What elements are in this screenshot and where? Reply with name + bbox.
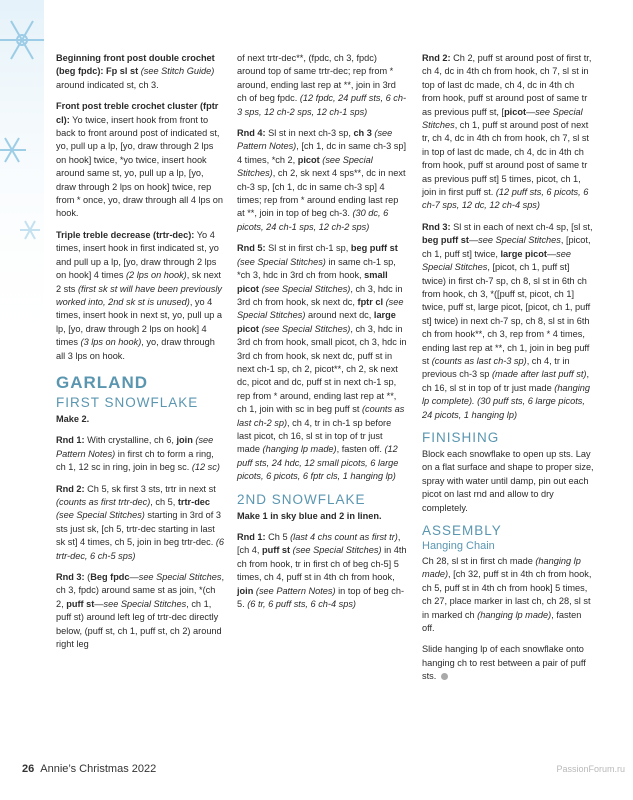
heading-finishing: FINISHING xyxy=(422,429,500,445)
watermark: PassionForum.ru xyxy=(556,764,625,774)
beg-fpdc-definition: Beginning front post double crochet (beg fpdc): Fp sl st (see Stitch Guide) around indicated st, ch 3. xyxy=(56,53,215,90)
make-count: Make 2. xyxy=(56,413,90,424)
hanging-chain-text: Ch 28, sl st in first ch made (hanging lp made), [ch 32, puff st in 4th ch from hook, ch 5, puff st in 4th ch from hook] 5 times, ch 27, place marker in last ch, ch 28, sl st in marked ch (hanging lp made), fasten off. xyxy=(422,556,592,634)
heading-assembly: ASSEMBLY xyxy=(422,523,502,538)
rnd-2-second: Rnd 2: Ch 2, puff st around post of first tr, ch 4, dc in 4th ch from hook, ch 7, sl st in top of last dc made, ch 4, dc in 4th ch from hook, puff st around post of same tr as previous puff st, [picot—see Special Stitches, ch 1, puff st around post of next tr, ch 4, dc in 4th ch from hook, ch 7, sl st in top of last dc made, ch 4, dc in 4th ch from hook, puff st around post of same tr as previous puff st] 5 times, picot, ch 1, join in first puff st. (12 puff sts, 6 picots, 6 ch-7 sps, 12 dc, 12 ch-4 sps) xyxy=(422,53,592,211)
make-count-2: Make 1 in sky blue and 2 in linen. xyxy=(237,510,382,521)
heading-first-snowflake: FIRST SNOWFLAKE xyxy=(56,394,199,410)
column-left xyxy=(56,52,224,659)
rnd-3-continued: of next trtr-dec**, (fpdc, ch 3, fpdc) around top of same trtr-dec; rep from * around, ending last rep at **, join in 3rd ch of beg fpdc. (12 fpdc, 24 puff sts, 6 ch-3 sps, 12 ch-2 sps, 12 ch-1 sps) xyxy=(237,53,407,117)
column-middle xyxy=(237,52,407,619)
page-number: 26 xyxy=(22,763,35,775)
finishing-text: Block each snowflake to open up sts. Lay on a flat surface and shape to proper size, spray with water until damp, pin out each picot on last rnd and allow to dry completely. xyxy=(422,448,594,513)
slide-text: Slide hanging lp of each snowflake onto hanging ch to rest between a pair of puff sts. xyxy=(422,644,586,682)
heading-hanging-chain: Hanging Chain xyxy=(422,540,495,552)
heading-garland: GARLAND xyxy=(56,372,148,392)
page-footer xyxy=(22,763,156,775)
rnd-2: Rnd 2: Ch 5, sk first 3 sts, trtr in next st (counts as first trtr-dec), ch 5, trtr-dec (see Special Stitches) starting in 3rd of 3 sts just sk, [ch 5, trtr-dec starting in last sk st] 4 times, ch 5, join in beg trtr-dec. (6 trtr-dec, 6 ch-5 sps) xyxy=(56,483,224,561)
column-right xyxy=(422,52,594,692)
rnd-5: Rnd 5: Sl st in first ch-1 sp, beg puff st (see Special Stitches) in same ch-1 sp, *ch 3, hdc in 3rd ch from hook, small picot (see Special Stitches), ch 3, hdc in 3rd ch from hook, sk next dc, fptr cl (see Special Stitches) around next dc, large picot (see Special Stitches), ch 3, hdc in 3rd ch from hook, small picot, ch 3, hdc in 3rd ch from hook, sk next dc, puff st in next ch-1 sp, ch 2, picot**, ch 2, sk next dc, picot and dc, puff st in next ch-1 sp, rep from * around, ending last rep at **, ch 1, join with sc in beg puff st (counts as last ch-2 sp), ch 4, tr in ch-1 sp before last picot, ch 16, sl st in top of tr just made (hanging lp made), fasten off. (12 puff sts, 24 hdc, 12 small picots, 6 large picots, 6 picots, 6 fptr cls, 1 hanging lp) xyxy=(237,243,407,482)
rnd-1: Rnd 1: With crystalline, ch 6, join (see Pattern Notes) in first ch to form a ring, ch 1, 12 sc in ring, join in beg sc. (12 sc) xyxy=(56,435,220,473)
end-bullet-icon xyxy=(441,673,448,680)
heading-second-snowflake: 2ND SNOWFLAKE xyxy=(237,491,366,507)
magazine-title: Annie’s Christmas 2022 xyxy=(40,763,157,775)
fptr-cl-definition: Front post treble crochet cluster (fptr cl): Yo twice, insert hook from front to back to front around post of indicated st, yo, pull up a lp, [yo, draw through 2 lps on hook] twice, *yo twice, insert hook around same st, yo, pull up a lp, [yo, draw through 2 lps on hook] twice, rep from * once, yo, draw through all 4 lps on hook. xyxy=(56,101,223,219)
rnd-4: Rnd 4: Sl st in next ch-3 sp, ch 3 (see Pattern Notes), [ch 1, dc in same ch-3 sp] 4 times, *ch 2, picot (see Special Stitches), ch 2, sk next 4 sps**, dc in next ch-3 sp, [ch 1, dc in same ch-3 sp] 4 times; rep from * around ending last rep at **, join in top of beg ch-3. (30 dc, 6 picots, 24 ch-1 sps, 12 ch-2 sps) xyxy=(237,128,407,232)
rnd-1-second: Rnd 1: Ch 5 (last 4 chs count as first tr), [ch 4, puff st (see Special Stitches) in 4th ch from hook, tr in first ch of beg ch-5] 5 times, ch 4, puff st in 4th ch from hook, join (see Pattern Notes) in top of beg ch-5. (6 tr, 6 puff sts, 6 ch-4 sps) xyxy=(237,532,407,610)
rnd-3-second: Rnd 3: Sl st in each of next ch-4 sp, [sl st, beg puff st—see Special Stitches, [picot, ch 1, puff st] twice, large picot—see Special Stitches, [picot, ch 1, puff st] twice) in first ch-7 sp, ch 8, sl st in 6th ch from hook, ch 3, *([puff st, picot, ch 1] twice, puff st, large picot, [picot, ch 1, puff st] twice) in next ch-7 sp, ch 8, sl st in 6th ch from hook**, ch 3, rep from * 4 times, ending last rep at **, ch 1, join in beg puff st (counts as last ch-3 sp), ch 4, tr in previous ch-3 sp (made after last puff st), ch 16, sl st in top of tr just made (hanging lp complete). (30 puff sts, 6 large picots, 24 picots, 1 hanging lp) xyxy=(422,221,593,420)
rnd-3: Rnd 3: (Beg fpdc—see Special Stitches, ch 3, fpdc) around same st as join, *(ch 2, puff st—see Special Stitches, ch 1, puff st) around left leg of trtr-dec directly below, (puff st, ch 1, puff st, ch 2) around right leg xyxy=(56,572,225,650)
trtr-dec-definition: Triple treble decrease (trtr-dec): Yo 4 times, insert hook in first indicated st, yo and pull up a lp, [yo, draw through 2 lps on hook] 4 times (2 lps on hook), sk next 2 sts (first sk st will have been previously worked into, 2nd sk st is unused), yo 4 times, insert hook in next st, yo, pull up a lp, [yo, draw through 2 lps on hook] 4 times (3 lps on hook), yo, draw through all 3 lps on hook. xyxy=(56,229,222,361)
